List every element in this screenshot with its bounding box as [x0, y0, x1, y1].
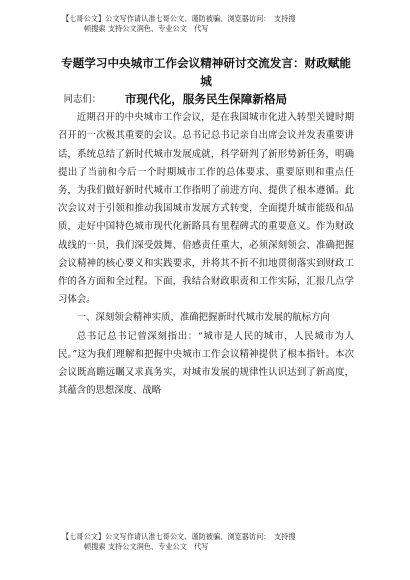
header-watermark-note [62, 14, 362, 34]
footer-watermark-note [62, 532, 362, 552]
footer-note-line-1: 【七哥公文】公文写作请认准七哥公文、谨防被骗、浏览器访问： 支持搜 [62, 532, 296, 541]
section-heading-1: 一、深刻领会精神实质，准确把握新时代城市发展的航标方向 [76, 312, 330, 324]
greeting: 同志们： [63, 94, 102, 105]
paragraph-section-1: 总书记总书记曾深刻指出：“城市是人民的城市，人民城市为人民。”这为我们理解和把握中央城市工作会议精神提供了根本指针。本次会议既高瞻远瞩又求真务实，对城市发展的规律性认识达到了新高度，其蕴含的思想深度、战略 [58, 330, 354, 397]
document-title-line-2: 市现代化，服务民生保障新格局 [124, 92, 288, 106]
footer-note-line-2: 顿搜索 支持公文润色、专业公文 代写 [84, 542, 209, 551]
document-title-line-1: 专题学习中央城市工作会议精神研讨交流发言：财政赋能城 [61, 56, 351, 88]
paragraph-intro: 近期召开的中央城市工作会议，是在我国城市化进入转型关键时期召开的一次极其重要的会议。总书记总书记亲自出席会议并发表重要讲话，系统总结了新时代城市发展成就，科学研判了新形势新任务，明确提出了当前和今后一个时期城市工作的总体要求、重要原则和重点任务，为我们做好新时代城市工作指明了前进方向、提供了根本遵循。此次会议对于引领和推动我国城市发展方式转变，全面提升城市能级和品质，走好中国特色城市现代化新路具有里程碑式的重要意义。作为财政战线的一员，我们深受鼓舞、倍感责任重大，必须深刻领会、准确把握会议精神的核心要义和实践要求，并将其不折不扣地贯彻落实到财政工作的各方面和全过程。下面，我结合财政职责和工作实际，汇报几点学习体会。 [58, 112, 354, 306]
document-body [58, 91, 354, 400]
header-note-line-1: 【七哥公文】公文写作请认准七哥公文、谨防被骗、浏览器访问： 支持搜 [62, 14, 296, 23]
header-note-line-2: 顿搜索 支持公文润色、专业公文 代写 [84, 24, 209, 33]
